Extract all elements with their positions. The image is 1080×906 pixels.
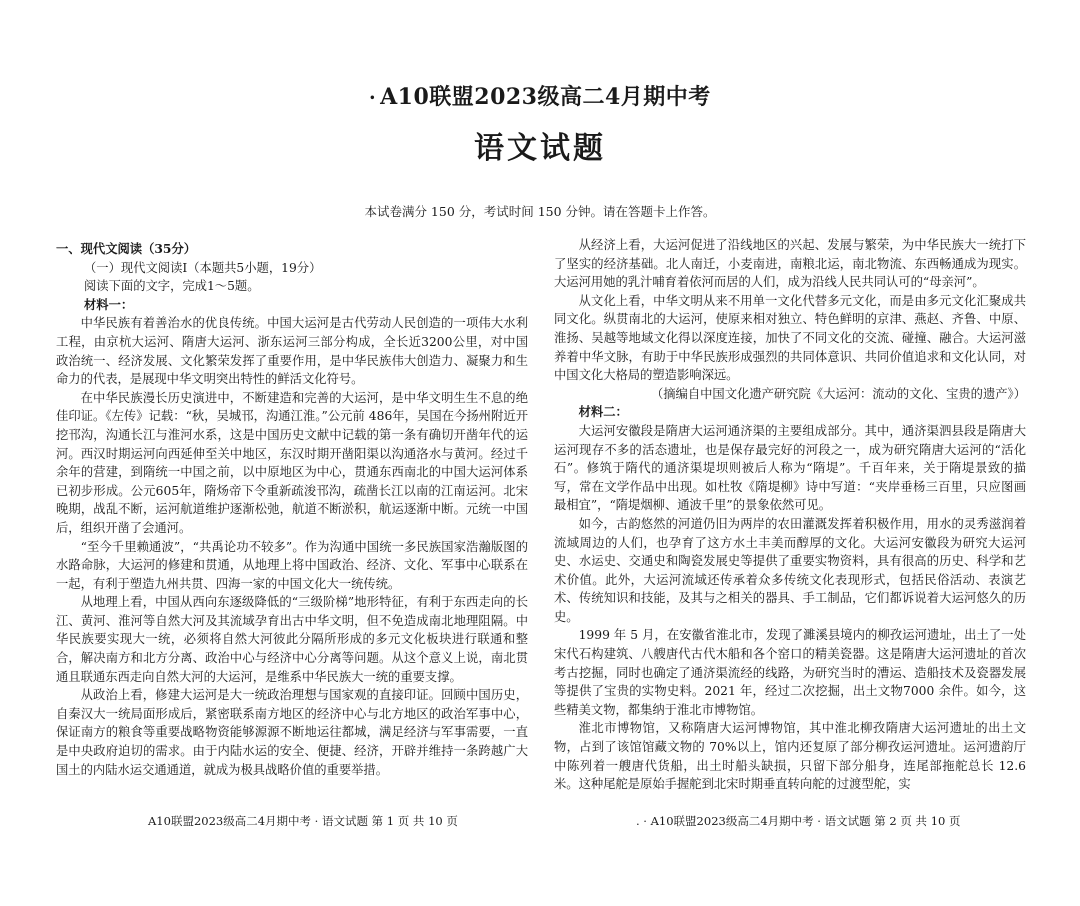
exam-title xyxy=(0,80,1080,111)
paragraph: 1999 年 5 月，在安徽省淮北市，发现了濉溪县境内的柳孜运河遗址，出土了一处宋代石构建筑、八艘唐代古代木船和各个窑口的精美瓷器。这是隋唐大运河遗址的首次考古挖掘，同时也确定了通济渠流经的线路，为研究当时的漕运、造船技术及瓷器发展等提供了宝贵的实物史料。2021 年，经过二次挖掘，出土文物7000 余件。如今，这些精美文物，都集纳于淮北市博物馆。 xyxy=(554,628,1026,717)
material-one-label: 材料一： xyxy=(84,296,134,312)
paragraph: 在中华民族漫长历史演进中，不断建造和完善的大运河，是中华文明生生不息的绝佳印证。《左传》记载：“秋，吴城邗，沟通江淮。”公元前 486年，吴国在今扬州附近开挖邗沟，沟通长江与淮河水系，这是中国历史文献中记载的第一条有确切开凿年代的运河。西汉时期运河向西延伸至关中地区，东汉时期开凿阳渠以沟通洛水与黄河。经过千余年的营建，到隋统一中国之前，以中原地区为中心，贯通东西南北的中国大运河体系已初步形成。公元605年，隋炀帝下令重新疏浚邗沟，疏凿长江以南的江南运河。北宋晚期，战乱不断，运河航道维护逐渐松弛，航道不断淤积，航运逐渐中断。元统一中国后，组织开凿了会通河。 xyxy=(56,390,528,535)
paragraph: “至今千里赖通波”，“共禹论功不较多”。作为沟通中国统一多民族国家浩瀚版图的水路命脉，大运河的修建和贯通，从地理上将中国政治、经济、文化、军事中心联系在一起，有利于塑造九州共贯、四海一家的中国文化大一统传统。 xyxy=(56,539,528,591)
paragraph: 如今，古韵悠然的河道仍旧为两岸的农田灌溉发挥着积极作用，用水的灵秀滋润着流域周边的人们，也孕育了这方水土丰美而醇厚的文化。大运河安徽段为研究大运河史、水运史、交通史和陶瓷发展史等提供了重要实物资料，具有很高的历史、科学和艺术价值。此外，大运河流域还传承着众多传统文化表现形式，包括民俗活动、表演艺术、传统知识和技能，及其与之相关的器具、手工制品，它们都诉说着大运河悠久的历史。 xyxy=(554,516,1026,624)
page-footer-right: . · A10联盟2023级高二4月期中考 · 语文试题 第 2 页 共 10 页 xyxy=(636,814,961,828)
paragraph: 从文化上看，中华文明从来不用单一文化代替多元文化，而是由多元文化汇聚成共同文化。纵贯南北的大运河，使原来相对独立、特色鲜明的京津、燕赵、齐鲁、中原、淮扬、吴越等地域文化得以深度连接，加快了不同文化的交流、碰撞、融合。大运河滋养着中华文脉，有助于中华民族形成强烈的共同体意识、共同价值追求和文化认同，对中国文化大格局的塑造影响深远。 xyxy=(554,293,1026,383)
source-citation: （摘编自中国文化遗产研究院《大运河：流动的文化、宝贵的遗产》） xyxy=(650,386,1026,401)
paragraph: 从经济上看，大运河促进了沿线地区的兴起、发展与繁荣，为中华民族大一统打下了坚实的经济基础。北人南迁，小麦南进，南粮北运，南北物流、东西畅通成为现实。大运河用她的乳汁哺育着依河而居的人们，成为沿线人民共同认可的“母亲河”。 xyxy=(554,238,1026,290)
paragraph: 中华民族有着善治水的优良传统。中国大运河是古代劳动人民创造的一项伟大水利工程，由京杭大运河、隋唐大运河、浙东运河三部分构成，全长近3200公里，对中国政治统一、经济发展、文化繁荣发挥了重要作用，是中华民族伟大创造力、凝聚力和生命力的代表，是展现中华文明突出特性的鲜活文化符号。 xyxy=(56,316,528,387)
paragraph: 淮北市博物馆，又称隋唐大运河博物馆，其中淮北柳孜隋唐大运河遗址的出土文物，占到了该馆馆藏文物的 70%以上，馆内还复原了部分柳孜运河遗址。运河遗韵厅中陈列着一艘唐代货船，出土时船头缺损，只留下部分船身，连尾部拖舵总长 12.6 米。这种尾舵是原始手握舵到北宋时期垂直转向舵的过渡型舵，实 xyxy=(554,721,1026,792)
paragraph: 从政治上看，修建大运河是大一统政治理想与国家观的直接印证。回顾中国历史，自秦汉大一统局面形成后，紧密联系南方地区的经济中心与北方地区的政治军事中心，保证南方的粮食等重要战略物资能够源源不断地运往都城，满足经济与军事需要，一直是中央政府迫切的需求。由于内陆水运的安全、便捷、经济，开辟并维持一条跨越广大国土的内陆水运交通通道，就成为极具战略价值的重要举措。 xyxy=(56,688,528,777)
page-footer-left: A10联盟2023级高二4月期中考 · 语文试题 第 1 页 共 10 页 xyxy=(148,814,458,828)
reading-instruction: 阅读下面的文字，完成1～5题。 xyxy=(84,279,260,294)
paragraph: 大运河安徽段是隋唐大运河通济渠的主要组成部分。其中，通济渠泗县段是隋唐大运河现存不多的活态遗址，也是保存最完好的河段之一，成为研究隋唐大运河的“活化石”。修筑于隋代的通济渠堤坝则被后人称为“隋堤”。千百年来，关于隋堤景致的描写，常在文学作品中出现。如杜牧《隋堤柳》诗中写道：“夹岸垂杨三百里，只应图画最相宜”，“隋堤烟柳、通波千里”的景象依然可见。 xyxy=(554,423,1026,513)
exam-instructions: 本试卷满分 150 分，考试时间 150 分钟。请在答题卡上作答。 xyxy=(364,204,716,219)
subsection-heading: （一）现代文阅读Ⅰ（本题共5小题，19分） xyxy=(84,260,322,275)
material-two-label: 材料二： xyxy=(578,404,628,420)
left-column xyxy=(56,240,528,779)
right-column xyxy=(554,236,1026,794)
paragraph: 从地理上看，中国从西向东逐级降低的“三级阶梯”地形特征，有利于东西走向的长江、黄河、淮河等自然大河及其流域孕育出古中华文明，但不免造成南北地理阻隔。中华民族要实现大一统，必须将自然大河彼此分隔所形成的多元文化板块进行联通和整合，解决南方和北方分离、政治中心与经济中心分离等问题。从这个意义上说，南北贯通且联通东西走向自然大河的大运河，是维系中华民族大一统的重要支撑。 xyxy=(56,595,528,684)
section-heading: 一、现代文阅读（35分） xyxy=(56,241,197,256)
title-bullet: • xyxy=(369,92,377,104)
exam-title-text: A10联盟2023级高二4月期中考 xyxy=(380,84,711,110)
subject-title: 语文试题 xyxy=(474,131,606,166)
